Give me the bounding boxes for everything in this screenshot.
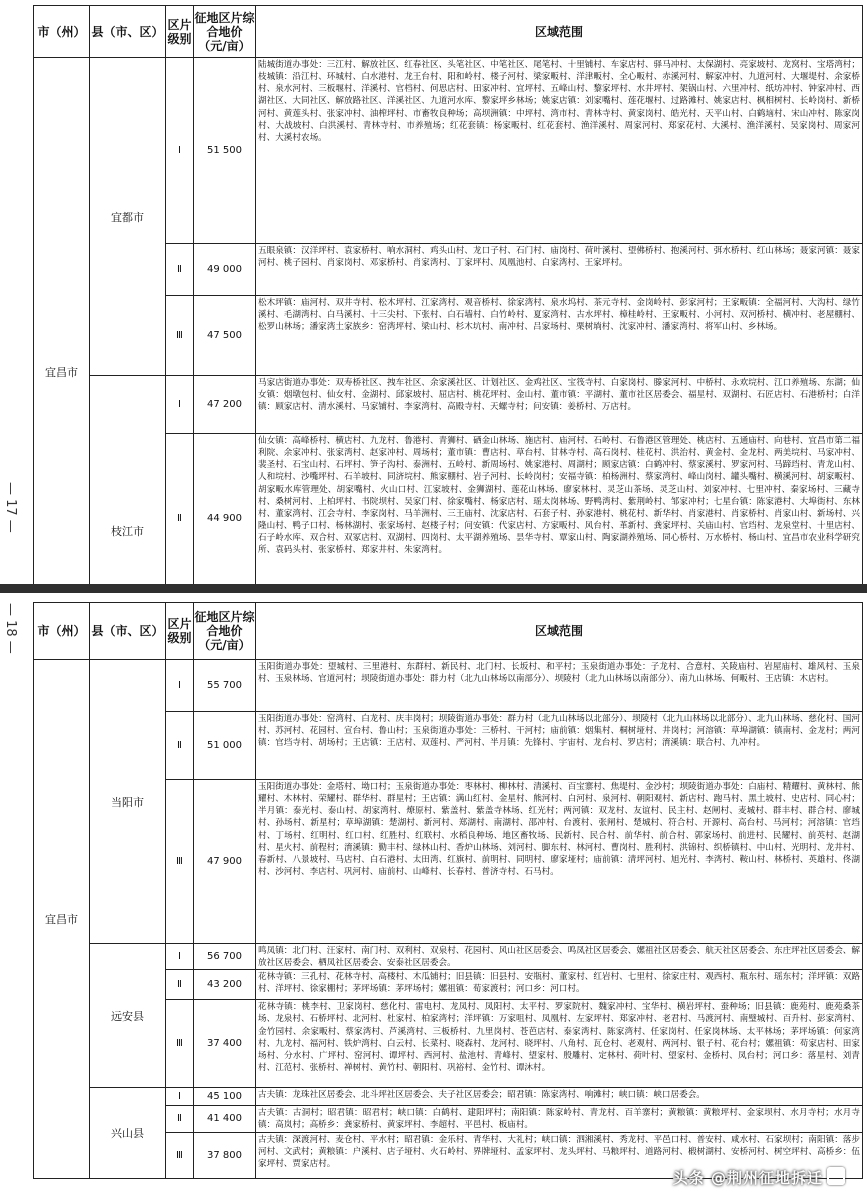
grade-cell: Ⅱ [166,434,194,585]
header-row [34,6,863,58]
scope-cell: 玉阳街道办事处：望城村、三里港村、东群村、新民村、北门村、长坂村、和平村；玉泉街道办事处：子龙村、合意村、关陵庙村、岩屋庙村、雄风村、玉泉村、玉泉林场、官道河村；坝陵街道办事处：群力村（北九山林场以南部分）、坝陵村（北九山林场以南部分）、南九山林场、何畈村、王店镇：木店村。 [256,660,863,712]
scope-cell: 五眼泉镇：汉洋坪村、袁家桥村、响水洞村、鸡头山村、龙口子村、石门村、庙岗村、荷叶溪村、望佛桥村、抱溪河村、弭水桥村、红山林场；聂家河镇：聂家河村、桃子园村、肖家岗村、邓家桥村、肖家湾村、丁家坪村、凤凰池村、白家湾村、王家坪村。 [256,244,863,296]
scope-cell: 陆城街道办事处：三江村、解放社区、红春社区、头笔社区、中笔社区、尾笔村、十里铺村、车家店村、驿马冲村、太保湖村、亮家坡村、龙窝村、宝塔湾村；枝城镇：沿江村、环城村、白水港村、龙王台村、阳和岭村、楼子河村、梁家畈村、洋津畈村、全心畈村、赤溪河村、解家冲村、九道河村、大堰堤村、余家桥村、泉水河村、三板堰村、洋溪村、官档村、何思店村、田家冲村、宜坪村、五峰山村、黎家坪村、水井坪村、架锅山村、六里冲村、纸坊冲村、钟家冲村、西湖社区、大同社区、解放路社区、洋溪社区、九道河水库、黎家坪乡林场；姚家店镇：刘家嘴村、莲花堰村、过路滩村、姚家店村、枫相树村、长岭岗村、新桥河村、黄莲头村、张家冲村、油榨坪村、市畜牧良种场；高坝洲镇：中坪村、湾市村、青林寺村、黄家岗村、皓光村、天平山村、白鹤垴村、宋山冲村、陈家岗村、大战坡村、白洪溪村、青林寺村、市养殖场；红花套镇：杨家畈村、红花套村、渔洋溪村、周家河村、郑家花村、大溪村、渔洋溪村、吴家岗村、周家河村、大溪村农场。 [256,58,863,244]
scope-cell: 鸣凤镇：北门村、汪家村、南门村、双利村、双泉村、花园村、风山社区居委会、鸣凤社区居委会、嫘祖社区居委会、航天社区居委会、东庄坪社区居委会、解放社区居委会、栖凤社区居委会、安泰社区居委会。 [256,944,863,970]
header-scope: 区域范围 [256,603,863,660]
scope-cell: 花林寺镇：三孔村、花林寺村、高楼村、木瓜铺村；旧县镇：旧县村、安瓶村、董家村、红岩村、七里村、徐家庄村、观西村、瓶东村、瑶东村；洋坪镇：双路村、洋坪村、徐家棚村；茅坪场镇：茅坪场村；嫘祖镇：荀家渡村；河口乡：河口村。 [256,970,863,1000]
county-cell: 兴山县 [90,1088,166,1178]
grade-cell: Ⅱ [166,1106,194,1132]
document-page-18 [0,593,867,1192]
grade-cell: Ⅱ [166,244,194,296]
header-city: 市（州） [34,6,90,58]
grade-cell: Ⅲ [166,780,194,944]
price-cell: 43 200 [194,970,256,1000]
table-row [34,944,863,970]
price-cell: 37 800 [194,1132,256,1178]
header-county: 县（市、区） [90,603,166,660]
price-cell: 49 000 [194,244,256,296]
price-cell: 44 900 [194,434,256,585]
price-cell: 37 400 [194,1000,256,1088]
grade-cell: Ⅱ [166,712,194,780]
header-price: 征地区片综合地价（元/亩） [194,603,256,660]
price-cell: 47 900 [194,780,256,944]
grade-cell: Ⅰ [166,376,194,434]
grade-cell: Ⅰ [166,1088,194,1106]
grade-cell: Ⅲ [166,1132,194,1178]
price-cell: 51 500 [194,58,256,244]
scope-cell: 古夫镇：深渡河村、麦仓村、平水村；昭君镇：金乐村、青华村、大礼村；峡口镇：泗湘溪村、秀龙村、平邑口村、普安村、咸水村、石家坝村；南阳镇：落步河村、文武村；黄粮镇：户溪村、店子垭村、火石岭村、界牌垭村、孟家坪村、龙头坪村、马粮坪村、道路河村、椴树湖村、安桥河村、树空坪村、高桥乡：伍家坪村、贾家店村。 [256,1132,863,1178]
grade-cell: Ⅰ [166,944,194,970]
header-row [34,603,863,660]
grade-cell: Ⅰ [166,58,194,244]
price-cell: 56 700 [194,944,256,970]
grade-cell: Ⅱ [166,970,194,1000]
county-cell: 当阳市 [90,660,166,944]
land-price-table-page-17 [33,5,863,584]
grade-cell: Ⅰ [166,660,194,712]
watermark-logo-icon [827,1167,845,1185]
price-cell: 51 000 [194,712,256,780]
scope-cell: 仙女镇：高峰桥村、横店村、九龙村、鲁港村、青狮村、硒金山林场、施店村、庙河村、石岭村、石鲁港区管理处、桃店村、五通庙村、向巷村、宜昌市第二福利院、余家冲村、张家湾村、赵家冲村、周场村；董市镇：曹店村、草台村、甘林寺村、高石岗村、桂花村、洪治村、黄金村、金龙村、两美垸村、马家冲村、裴圣村、石宝山村、石坪村、笋子沟村、泰洲村、五岭村、新周场村、姚家港村、周湖村；顾家店镇：白鹤冲村、蔡家溪村、罗家河村、马蹄垱村、青龙山村、人和垸村、沙嘴坪村、石羊坡村、同济垸村、熊家棚村、岩子河村、长岭岗村；安福寺镇：柏杨洲村、蔡家湾村、峰山岗村、罐头嘴村、横溪河村、胡家畈村、胡家畈水库管理处、胡家嘴村、火山口村、江家坡村、金狮湖村、莲花山林场、廖家林村、灵芝山茶场、灵芝山村、刘家冲村、七里冲村、秦家场村、三藏寺村、桑树河村、上柏坪村、书院坝村、吴家门村、徐家嘴村、杨家店村、瑶太岗林场、野鸭湾村、紫荆岭村、邹家冲村；七星台镇：陈家港村、大埠街村、东林村、董家湾村、江会寺村、李家岗村、马羊洲村、三王庙村、沈家店村、石套子村、孙家港村、桃花村、新华村、肖家港村、肖家桥村、肖家山村、新场村、兴隆山村、鸭子口村、杨林湖村、张家场村、赵楼子村；问安镇：代家店村、方家畈村、风台村、革新村、龚家坪村、关庙山村、官垱村、龙泉堂村、十里店村、石子岭水库、双合村、双冢店村、双湖村、四岗村、太平湖养殖场、昙华寺村、覃家山村、陶家湖养殖场、同心桥村、万水桥村、杨山村、宜昌市农业科学研究所、袁码头村、张家桥村、郑家井村、朱家湾村。 [256,434,863,585]
land-price-table-page-18 [33,602,863,1179]
scope-cell: 玉阳街道办事处：窑湾村、白龙村、庆丰岗村；坝陵街道办事处：群力村（北九山林场以北部分）、坝陵村（北九山林场以北部分）、北九山林场、慈化村、国河村、苏河村、花园村、宣台村、鲁山村；玉泉街道办事处：三桥村、干河村；庙前镇：烟集村、桐树垭村、井岗村；河溶镇：草埠湖镇：镇南村、金龙村；两河镇：官垱寺村、胡场村；王店镇：王店村、双莲村、严河村、半月镇：先锋村、宇宙村、龙台村、罗店村；淯溪镇：联合村、九冲村。 [256,712,863,780]
header-county: 县（市、区） [90,6,166,58]
header-price: 征地区片综合地价（元/亩） [194,6,256,58]
grade-cell: Ⅲ [166,1000,194,1088]
page-separator [0,584,867,593]
scope-cell: 马家店街道办事处：双寿桥社区、拽车社区、余家溪社区、计划社区、金鸡社区、宝筏寺村、白家岗村、滕家河村、中桥村、永欢垸村、江口养殖场、东湖；仙女镇：烟墩包村、仙女村、金湖村、邱家坡村、屈店村、桃花坪村、金山村、董市镇：平湖村、董市社区居委会、福星村、双湖村、石匠店村、石港桥村；白洋镇：顾家店村、清水溪村、马家铺村、李家湾村、高殿寺村、天螺寺村；问安镇：姜桥村、万店村。 [256,376,863,434]
grade-cell: Ⅲ [166,296,194,376]
scope-cell: 玉阳街道办事处：金塔村、坳口村；玉泉街道办事处：枣林村、柳林村、清溪村、百宝寨村、焦堤村、金沙村；坝陵街道办事处：白庙村、精耀村、黄林村、熊耀村、木林村、荣耀村、群华村、群星村；王店镇：满山红村、金星村、熊河村、白河村、泉河村、朝阳观村、新店村、跑马村、黑土坡村、史店村、同心村；半月镇：泰光村、泰山村、胡家湾村、燎原村、紫盖村、紫盖寺林场、红光村；两河镇：双龙村、友谊村、民主村、赵闸村、麦城村、群丰村、群合村、廖城村、孙场村、新星村；草埠湖镇：楚湖村、新河村、郑湖村、南湖村、邵冲村、台渡村、张闸村、楚城村、符合村、开源村、高台村、马河村；河溶镇：官垱村、丁场村、红明村、红口村、红胜村、红联村、水稻良种场、地区畜牧场、民新村、民合村、前华村、前合村、郭家场村、前进村、民耀村、前英村、赵湖村、星火村、前程村；淯溪镇：勤丰村、绿林山村、香炉山林场、刘河村、脚东村、林河村、曹岗村、胜利村、洪锦村、织桥镇村、中山村、光明村、龙井村、春新村、八景坡村、马店村、白石港村、太田湾、红旗村、前明村、同明村、廖家垭村；庙前镇：清坪河村、旭光村、李湾村、鞍山村、林桥村、英雄村、佟湖村、沙河村、李店村、巩河村、庙前村、山峰村、长春村、普济寺村、石马村。 [256,780,863,944]
table-row [34,1088,863,1106]
price-cell: 41 400 [194,1106,256,1132]
header-grade: 区片级别 [166,603,194,660]
header-grade: 区片级别 [166,6,194,58]
scope-cell: 花林寺镇：桃李村、卫家岗村、慈化村、雷电村、龙凤村、凤阳村、太平村、罗家院村、魏家冲村、宝华村、横岩坪村、蚕种场；旧县镇：鹿苑村、鹿苑桑茶场、龙泉村、石桥坪村、北河村、杜家村、柏家湾村；洋坪镇：万家咀村、凤凰村、左家坪村、郑家冲村、老君村、马渡河村、南璧城村、百升村、彭家湾村、金竹园村、余家畈村、蔡家湾村、芦溪湾村、三板桥村、九里岗村、苍芭店村、泰家湾村、陈家湾村、任家岗村、任家岗林场、太平林场；茅坪场镇：何家湾村、九龙村、福河村、铁炉湾村、白云村、长菜村、晓森村、龙河村、晓坪村、八角村、瓦仓村、老观村、两河村、银子村、花台村；嫘祖镇：苟家店村、田家场村、分水村、广坪村、窑河村、谭坪村、西河村、盐池村、青峰村、望家村、殷雕村、定林村、荷叶村、望家村、金桥村、凤台村；河口乡：落星村、刘青村、江范村、张桥村、禅树村、黄竹村、朝阳村、巩裕村、金竹村、谭沐村。 [256,1000,863,1088]
table-row [34,660,863,712]
scope-cell: 古夫镇：龙珠社区居委会、北斗坪社区居委会、夫子社区居委会；昭君镇：陈家湾村、响滩村；峡口镇：峡口居委会。 [256,1088,863,1106]
scope-cell: 松木坪镇：庙河村、双井寺村、松木坪村、江家湾村、观音桥村、徐家湾村、泉水坞村、茶元寺村、金岗岭村、彭家河村；王家畈镇：全福河村、大沟村、绿竹溪村、毛湖湾村、白马溪村、十三尖村、下张村、白石墙村、白竹岭村、夏家湾村、古水坪村、樟桂岭村、王家畈村、小河村、双河桥村、横冲村、老屋棚村、松罗山林场；潘家湾土家族乡：窑湾坪村、梁山村、杉木坑村、南冲村、吕家场村、栗树埫村、沈家冲村、潘家湾村、将军山村、乡林场。 [256,296,863,376]
header-scope: 区域范围 [256,6,863,58]
price-cell: 45 100 [194,1088,256,1106]
county-cell: 宜都市 [90,58,166,376]
header-city: 市（州） [34,603,90,660]
page-number: — 17 — [3,482,18,533]
city-cell: 宜昌市 [34,58,90,585]
watermark [673,1167,845,1188]
scope-cell: 古夫镇：古洞村；昭君镇：昭君村；峡口镇：白鹤村、建阳坪村；南阳镇：陈家岭村、青龙村、百羊寨村；黄粮镇：黄粮坪村、金家坝村、水月寺村；水月寺镇：高岚村；高桥乡：龚家桥村、黄家坪村、李超村、平邑村、板庙村。 [256,1106,863,1132]
price-cell: 55 700 [194,660,256,712]
document-page-17 [0,0,867,584]
table-row [34,376,863,434]
table-row [34,58,863,244]
city-cell: 宜昌市 [34,660,90,1179]
county-cell: 远安县 [90,944,166,1088]
price-cell: 47 500 [194,296,256,376]
watermark-text: 头条 @荆州征地拆迁 [672,1169,823,1187]
price-cell: 47 200 [194,376,256,434]
county-cell: 枝江市 [90,376,166,585]
page-number: — 18 — [3,603,18,654]
